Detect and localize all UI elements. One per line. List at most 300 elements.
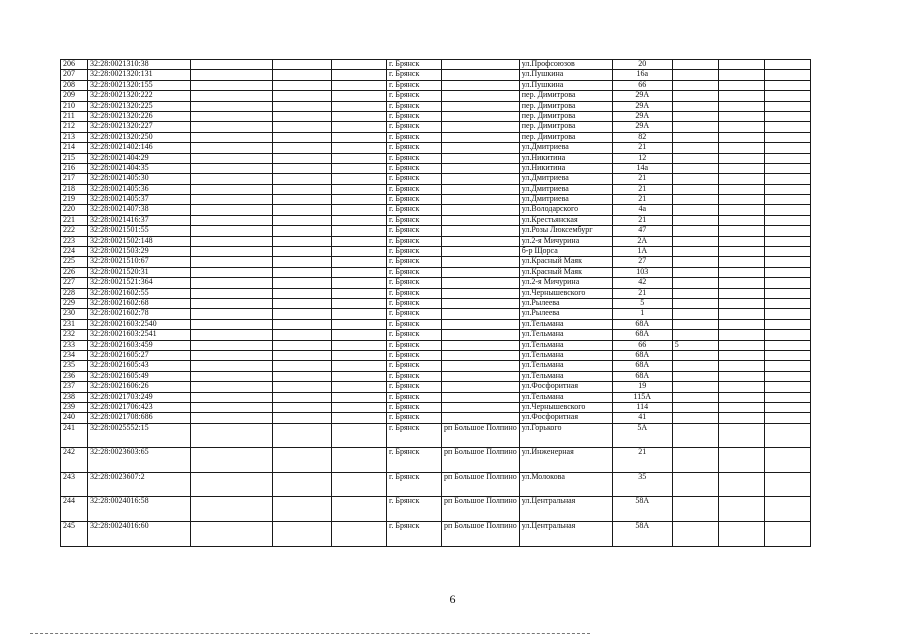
table-row: [61, 319, 811, 329]
empty-cell: [191, 288, 273, 298]
empty-cell: [273, 522, 332, 547]
city-cell: г. Брянск: [387, 184, 442, 194]
empty-cell: [764, 226, 810, 236]
row-number-cell: 240: [61, 413, 88, 423]
empty-cell: [718, 497, 764, 522]
empty-cell: [764, 413, 810, 423]
street-cell: ул.Фосфоритная: [519, 382, 612, 392]
house-number-cell: 68А: [612, 350, 672, 360]
extra-cell: [672, 153, 718, 163]
empty-cell: [764, 143, 810, 153]
cadastral-number-cell: 32:28:0021320:227: [88, 122, 191, 132]
empty-cell: [764, 174, 810, 184]
house-number-cell: 21: [612, 448, 672, 473]
house-number-cell: 5А: [612, 423, 672, 448]
settlement-cell: [442, 70, 520, 80]
empty-cell: [332, 215, 387, 225]
empty-cell: [273, 195, 332, 205]
row-number-cell: 219: [61, 195, 88, 205]
settlement-cell: [442, 80, 520, 90]
empty-cell: [718, 163, 764, 173]
empty-cell: [332, 448, 387, 473]
empty-cell: [273, 257, 332, 267]
empty-cell: [718, 330, 764, 340]
cadastral-number-cell: 32:28:0021320:225: [88, 101, 191, 111]
table-row: [61, 226, 811, 236]
empty-cell: [332, 122, 387, 132]
empty-cell: [718, 153, 764, 163]
empty-cell: [718, 60, 764, 70]
table-row: [61, 205, 811, 215]
house-number-cell: 19: [612, 382, 672, 392]
city-cell: г. Брянск: [387, 91, 442, 101]
city-cell: г. Брянск: [387, 143, 442, 153]
empty-cell: [764, 236, 810, 246]
row-number-cell: 212: [61, 122, 88, 132]
city-cell: г. Брянск: [387, 298, 442, 308]
empty-cell: [718, 309, 764, 319]
house-number-cell: 103: [612, 267, 672, 277]
settlement-cell: [442, 309, 520, 319]
empty-cell: [191, 423, 273, 448]
street-cell: ул.Рылеева: [519, 309, 612, 319]
cadastral-number-cell: 32:28:0021405:36: [88, 184, 191, 194]
settlement-cell: [442, 226, 520, 236]
cadastral-number-cell: 32:28:0021502:148: [88, 236, 191, 246]
extra-cell: [672, 472, 718, 497]
empty-cell: [332, 111, 387, 121]
empty-cell: [764, 184, 810, 194]
extra-cell: [672, 91, 718, 101]
city-cell: г. Брянск: [387, 350, 442, 360]
empty-cell: [273, 163, 332, 173]
empty-cell: [764, 330, 810, 340]
settlement-cell: [442, 402, 520, 412]
street-cell: ул.Крестьянская: [519, 215, 612, 225]
empty-cell: [764, 278, 810, 288]
extra-cell: [672, 361, 718, 371]
row-number-cell: 238: [61, 392, 88, 402]
empty-cell: [718, 143, 764, 153]
house-number-cell: 68А: [612, 330, 672, 340]
empty-cell: [273, 448, 332, 473]
extra-cell: [672, 497, 718, 522]
city-cell: г. Брянск: [387, 472, 442, 497]
table-row: [61, 122, 811, 132]
empty-cell: [764, 70, 810, 80]
row-number-cell: 241: [61, 423, 88, 448]
empty-cell: [764, 205, 810, 215]
settlement-cell: [442, 247, 520, 257]
street-cell: ул.Тельмана: [519, 392, 612, 402]
empty-cell: [332, 278, 387, 288]
empty-cell: [273, 60, 332, 70]
settlement-cell: [442, 382, 520, 392]
city-cell: г. Брянск: [387, 236, 442, 246]
empty-cell: [718, 319, 764, 329]
cadastral-number-cell: 32:28:0023607:2: [88, 472, 191, 497]
settlement-cell: [442, 91, 520, 101]
settlement-cell: [442, 298, 520, 308]
city-cell: г. Брянск: [387, 497, 442, 522]
street-cell: пер. Димитрова: [519, 122, 612, 132]
cadastral-number-cell: 32:28:0021708:686: [88, 413, 191, 423]
empty-cell: [718, 80, 764, 90]
extra-cell: [672, 402, 718, 412]
empty-cell: [191, 91, 273, 101]
row-number-cell: 213: [61, 132, 88, 142]
empty-cell: [332, 413, 387, 423]
empty-cell: [191, 392, 273, 402]
empty-cell: [273, 497, 332, 522]
street-cell: ул.Тельмана: [519, 350, 612, 360]
cadastral-number-cell: 32:28:0021402:146: [88, 143, 191, 153]
empty-cell: [273, 413, 332, 423]
cadastral-number-cell: 32:28:0021602:78: [88, 309, 191, 319]
cadastral-number-cell: 32:28:0021404:35: [88, 163, 191, 173]
empty-cell: [332, 163, 387, 173]
empty-cell: [718, 402, 764, 412]
cadastral-number-cell: 32:28:0021320:222: [88, 91, 191, 101]
empty-cell: [273, 70, 332, 80]
extra-cell: [672, 226, 718, 236]
empty-cell: [273, 236, 332, 246]
city-cell: г. Брянск: [387, 257, 442, 267]
empty-cell: [191, 257, 273, 267]
empty-cell: [191, 60, 273, 70]
table-row: [61, 174, 811, 184]
empty-cell: [191, 319, 273, 329]
table-row: [61, 60, 811, 70]
row-number-cell: 236: [61, 371, 88, 381]
city-cell: г. Брянск: [387, 80, 442, 90]
house-number-cell: 2А: [612, 236, 672, 246]
extra-cell: [672, 60, 718, 70]
street-cell: ул.Тельмана: [519, 330, 612, 340]
cadastral-number-cell: 32:28:0021602:55: [88, 288, 191, 298]
empty-cell: [332, 247, 387, 257]
empty-cell: [273, 101, 332, 111]
cadastral-number-cell: 32:28:0021510:67: [88, 257, 191, 267]
row-number-cell: 206: [61, 60, 88, 70]
empty-cell: [764, 288, 810, 298]
street-cell: ул.2-я Мичурина: [519, 236, 612, 246]
cadastral-number-cell: 32:28:0025552:15: [88, 423, 191, 448]
extra-cell: [672, 247, 718, 257]
cadastral-number-cell: 32:28:0021320:226: [88, 111, 191, 121]
settlement-cell: [442, 350, 520, 360]
extra-cell: [672, 278, 718, 288]
empty-cell: [764, 60, 810, 70]
row-number-cell: 228: [61, 288, 88, 298]
settlement-cell: [442, 195, 520, 205]
row-number-cell: 211: [61, 111, 88, 121]
table-row: [61, 472, 811, 497]
house-number-cell: 42: [612, 278, 672, 288]
table-row: [61, 91, 811, 101]
settlement-cell: рп Большое Полпино: [442, 522, 520, 547]
empty-cell: [332, 184, 387, 194]
empty-cell: [718, 205, 764, 215]
city-cell: г. Брянск: [387, 330, 442, 340]
house-number-cell: 66: [612, 340, 672, 350]
empty-cell: [764, 111, 810, 121]
street-cell: ул.Чернышевского: [519, 288, 612, 298]
row-number-cell: 234: [61, 350, 88, 360]
street-cell: пер. Димитрова: [519, 91, 612, 101]
empty-cell: [332, 205, 387, 215]
table-row: [61, 402, 811, 412]
extra-cell: [672, 80, 718, 90]
street-cell: ул.Красный Маяк: [519, 267, 612, 277]
street-cell: ул.Дмитриева: [519, 174, 612, 184]
settlement-cell: [442, 174, 520, 184]
empty-cell: [332, 101, 387, 111]
street-cell: пер. Димитрова: [519, 132, 612, 142]
empty-cell: [273, 226, 332, 236]
street-cell: ул.Центральная: [519, 497, 612, 522]
cadastral-number-cell: 32:28:0021603:2540: [88, 319, 191, 329]
empty-cell: [191, 413, 273, 423]
extra-cell: [672, 319, 718, 329]
extra-cell: [672, 448, 718, 473]
empty-cell: [764, 132, 810, 142]
house-number-cell: 47: [612, 226, 672, 236]
extra-cell: [672, 288, 718, 298]
street-cell: ул.Тельмана: [519, 319, 612, 329]
settlement-cell: [442, 60, 520, 70]
table-row: [61, 350, 811, 360]
empty-cell: [332, 80, 387, 90]
empty-cell: [191, 184, 273, 194]
empty-cell: [273, 205, 332, 215]
empty-cell: [764, 382, 810, 392]
empty-cell: [718, 101, 764, 111]
row-number-cell: 208: [61, 80, 88, 90]
cadastral-number-cell: 32:28:0021606:26: [88, 382, 191, 392]
street-cell: ул.Чернышевского: [519, 402, 612, 412]
empty-cell: [718, 226, 764, 236]
city-cell: г. Брянск: [387, 448, 442, 473]
cadastral-number-cell: 32:28:0021520:31: [88, 267, 191, 277]
empty-cell: [191, 472, 273, 497]
empty-cell: [191, 80, 273, 90]
empty-cell: [273, 91, 332, 101]
settlement-cell: [442, 319, 520, 329]
empty-cell: [764, 350, 810, 360]
house-number-cell: 20: [612, 60, 672, 70]
cadastral-number-cell: 32:28:0021503:29: [88, 247, 191, 257]
house-number-cell: 4а: [612, 205, 672, 215]
empty-cell: [191, 143, 273, 153]
empty-cell: [273, 153, 332, 163]
city-cell: г. Брянск: [387, 392, 442, 402]
row-number-cell: 243: [61, 472, 88, 497]
street-cell: б-р Щорса: [519, 247, 612, 257]
empty-cell: [191, 298, 273, 308]
cadastral-number-cell: 32:28:0021501:55: [88, 226, 191, 236]
street-cell: ул.Фосфоритная: [519, 413, 612, 423]
empty-cell: [764, 497, 810, 522]
empty-cell: [273, 309, 332, 319]
empty-cell: [332, 60, 387, 70]
extra-cell: [672, 413, 718, 423]
row-number-cell: 224: [61, 247, 88, 257]
empty-cell: [764, 257, 810, 267]
empty-cell: [273, 340, 332, 350]
settlement-cell: [442, 392, 520, 402]
cadastral-number-cell: 32:28:0021405:30: [88, 174, 191, 184]
empty-cell: [332, 309, 387, 319]
house-number-cell: 41: [612, 413, 672, 423]
extra-cell: [672, 257, 718, 267]
table-row: [61, 215, 811, 225]
empty-cell: [718, 413, 764, 423]
cadastral-number-cell: 32:28:0021706:423: [88, 402, 191, 412]
empty-cell: [191, 448, 273, 473]
street-cell: ул.Никитина: [519, 153, 612, 163]
empty-cell: [273, 361, 332, 371]
row-number-cell: 226: [61, 267, 88, 277]
empty-cell: [332, 371, 387, 381]
settlement-cell: [442, 278, 520, 288]
table-row: [61, 132, 811, 142]
empty-cell: [718, 392, 764, 402]
cadastral-number-cell: 32:28:0021521:364: [88, 278, 191, 288]
empty-cell: [273, 472, 332, 497]
house-number-cell: 21: [612, 174, 672, 184]
house-number-cell: 58А: [612, 522, 672, 547]
table-row: [61, 497, 811, 522]
table-row: [61, 392, 811, 402]
extra-cell: [672, 101, 718, 111]
extra-cell: [672, 215, 718, 225]
empty-cell: [191, 522, 273, 547]
empty-cell: [191, 361, 273, 371]
extra-cell: [672, 174, 718, 184]
empty-cell: [764, 195, 810, 205]
street-cell: ул.Красный Маяк: [519, 257, 612, 267]
empty-cell: [191, 402, 273, 412]
settlement-cell: [442, 205, 520, 215]
table-row: [61, 340, 811, 350]
table-row: [61, 70, 811, 80]
empty-cell: [718, 288, 764, 298]
empty-cell: [332, 298, 387, 308]
empty-cell: [718, 350, 764, 360]
extra-cell: [672, 392, 718, 402]
address-register-table: [60, 59, 811, 547]
cadastral-number-cell: 32:28:0021605:27: [88, 350, 191, 360]
extra-cell: [672, 195, 718, 205]
settlement-cell: [442, 257, 520, 267]
row-number-cell: 223: [61, 236, 88, 246]
empty-cell: [718, 215, 764, 225]
empty-cell: [718, 340, 764, 350]
city-cell: г. Брянск: [387, 288, 442, 298]
empty-cell: [718, 448, 764, 473]
empty-cell: [718, 184, 764, 194]
extra-cell: [672, 163, 718, 173]
house-number-cell: 27: [612, 257, 672, 267]
house-number-cell: 5: [612, 298, 672, 308]
table-row: [61, 288, 811, 298]
cadastral-number-cell: 32:28:0021416:37: [88, 215, 191, 225]
house-number-cell: 68А: [612, 371, 672, 381]
empty-cell: [764, 101, 810, 111]
empty-cell: [764, 153, 810, 163]
empty-cell: [718, 122, 764, 132]
settlement-cell: [442, 361, 520, 371]
table-row: [61, 448, 811, 473]
table-row: [61, 111, 811, 121]
street-cell: ул.Инженерная: [519, 448, 612, 473]
city-cell: г. Брянск: [387, 247, 442, 257]
empty-cell: [764, 247, 810, 257]
row-number-cell: 245: [61, 522, 88, 547]
cadastral-number-cell: 32:28:0021320:131: [88, 70, 191, 80]
street-cell: пер. Димитрова: [519, 101, 612, 111]
settlement-cell: [442, 267, 520, 277]
empty-cell: [273, 184, 332, 194]
row-number-cell: 216: [61, 163, 88, 173]
house-number-cell: 29А: [612, 101, 672, 111]
street-cell: ул.Пушкина: [519, 80, 612, 90]
empty-cell: [764, 80, 810, 90]
empty-cell: [764, 163, 810, 173]
empty-cell: [764, 361, 810, 371]
table-body: [61, 60, 811, 547]
row-number-cell: 210: [61, 101, 88, 111]
table-row: [61, 298, 811, 308]
empty-cell: [764, 91, 810, 101]
street-cell: ул.Пушкина: [519, 70, 612, 80]
empty-cell: [764, 371, 810, 381]
table-row: [61, 278, 811, 288]
house-number-cell: 68А: [612, 361, 672, 371]
empty-cell: [764, 472, 810, 497]
empty-cell: [191, 330, 273, 340]
cadastral-number-cell: 32:28:0021605:43: [88, 361, 191, 371]
city-cell: г. Брянск: [387, 122, 442, 132]
page-number: 6: [449, 592, 456, 606]
empty-cell: [332, 522, 387, 547]
street-cell: ул.Тельмана: [519, 340, 612, 350]
extra-cell: [672, 236, 718, 246]
empty-cell: [273, 402, 332, 412]
empty-cell: [191, 382, 273, 392]
settlement-cell: [442, 143, 520, 153]
extra-cell: [672, 205, 718, 215]
empty-cell: [332, 319, 387, 329]
extra-cell: [672, 132, 718, 142]
empty-cell: [273, 392, 332, 402]
empty-cell: [191, 195, 273, 205]
house-number-cell: 21: [612, 184, 672, 194]
empty-cell: [273, 423, 332, 448]
row-number-cell: 232: [61, 330, 88, 340]
city-cell: г. Брянск: [387, 361, 442, 371]
empty-cell: [191, 70, 273, 80]
table-row: [61, 143, 811, 153]
city-cell: г. Брянск: [387, 205, 442, 215]
empty-cell: [764, 122, 810, 132]
empty-cell: [191, 350, 273, 360]
cadastral-number-cell: 32:28:0021605:49: [88, 371, 191, 381]
cadastral-number-cell: 32:28:0021703:249: [88, 392, 191, 402]
extra-cell: [672, 330, 718, 340]
house-number-cell: 115А: [612, 392, 672, 402]
